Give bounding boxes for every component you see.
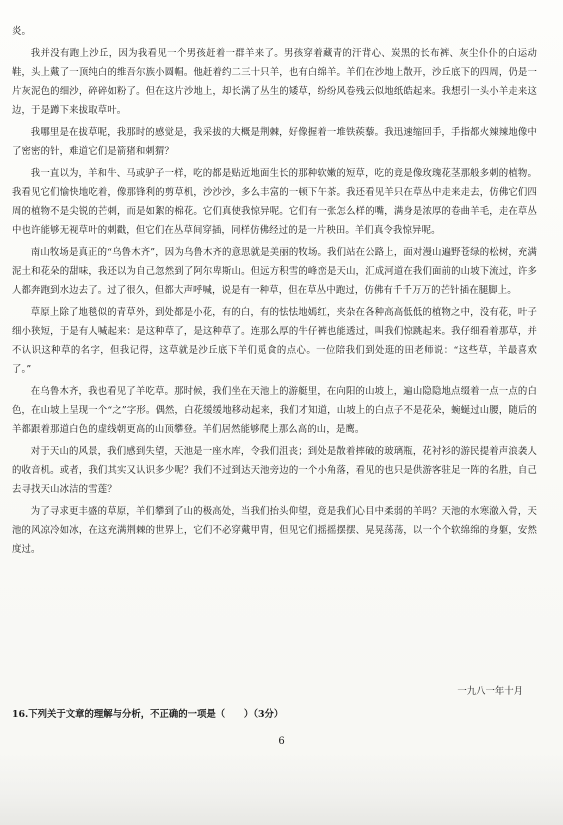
essay-body [12,22,537,562]
paragraph: 我一直以为，羊和牛、马或驴子一样，吃的都是贴近地面生长的那种软嫩的短草，吃的竟是像玫瑰花茎那般多刺的植物。我看见它们愉快地吃着，像那锋利的剪草机，沙沙沙，多么丰富的一顿下午茶。我还看见羊只在草丛中走来走去，仿佛它们四周的植物不是尖锐的芒刺，而是如絮的棉花。它们真使我惊异呢。它们有一张怎么样的嘴，满身是浓厚的卷曲羊毛，走在草丛中也许能够无视草叶的刺戳，但它们在丛草间穿插，同样仿佛经过的是一片秧田。羊们真令我惊异呢。 [12,168,537,236]
paragraph: 在乌鲁木齐，我也看见了羊吃草。那时候，我们坐在天池上的游艇里，在向阳的山坡上，遍山隐隐地点缀着一点一点的白色，在山坡上呈现一个“之”字形。偶然，白花缓缓地移动起来，我们才知道，山坡上的白点子不是花朵，蜿蜒过山腰，随后的羊都跟着那道白色的虚线朝更高的山顶攀登。羊们居然能够爬上那么高的山，是鹰。 [12,386,537,435]
date-signature: 一九八一年十月 [457,686,523,697]
paragraph: 我哪里是在拔草呢，我那时的感觉是，我采拔的大概是荆棘，好像握着一堆铁蒺藜。我迅速缩回手，手指都火辣辣地像中了密密的针，难道它们是箭猪和刺猬？ [12,127,537,157]
paragraph: 我并没有跑上沙丘，因为我看见一个男孩赶着一群羊来了。男孩穿着藏青的汗背心、炭黑的长布裤、灰尘仆仆的白运动鞋，头上戴了一顶纯白的维吾尔族小圆帽。他赶着约二三十只羊，也有白绵羊。羊们在沙地上散开，沙丘底下的四周，仍是一片灰泥色的细沙，碎碎如粉了。但在这片沙地上，却长满了丛生的矮草，纷纷风卷残云似地纸皓起来。我想引一头小羊走来这边，于是蹲下来拔取草叶。 [12,48,537,116]
paragraph: 炎。 [12,26,32,37]
scan-shadow [0,755,563,825]
question-16: 16.下列关于文章的理解与分析，不正确的一项是（ ）（3分） [12,709,284,720]
page-number: 6 [278,736,285,747]
paragraph: 为了寻求更丰盛的草原，羊们攀到了山的极高处，当我们抬头仰望，竟是我们心目中柔弱的羊吗？天池的水寒澈入骨，天池的风凉冷如冰，在这充满荆棘的世界上，它们不必穿戴甲胄，但见它们摇摇摆摆、晃晃荡荡，以一个个软绵绵的身躯，安然度过。 [12,506,537,555]
paragraph: 对于天山的风景，我们感到失望，天池是一座水库，令我们沮丧；到处是散着摔破的玻璃瓶，花衬衫的游民提着声浪袭人的收音机。或者，我们其实又认识多少呢？我们不过到达天池旁边的一个小角落，看见的也只是供游客驻足一阵的名胜，自己去寻找天山冰洁的雪莲？ [12,446,537,495]
paragraph: 南山牧场是真正的“乌鲁木齐”，因为乌鲁木齐的意思就是美丽的牧场。我们站在公路上，面对漫山遍野苍绿的松树，充满泥土和花朵的甜味，我还以为自己忽然到了阿尔卑斯山。但远方积雪的峰峦是天山，汇成河道在我们面前的山坡下流过，许多人都奔跑到水边去了。过了很久，但都大声呼喊，说是有一种草，但在草丛中跑过，仿佛有千千万万的芒针插在腿脚上。 [12,247,537,296]
paragraph: 草原上除了地毯似的青草外，到处都是小花，有的白，有的怯怯地嫣红，夹杂在各种高高低低的植物之中，没有花，叶子细小狭短，于是有人喊起来：是这种草了，是这种草了。连那么厚的牛仔裤也能透过，叫我们惊跳起来。我仔细看着那草，并不认识这种草的名字，但我记得，这草就是沙丘底下羊们觅食的点心。一位陪我们到处逛的田老师说：“这些草，羊最喜欢了。” [12,307,537,375]
